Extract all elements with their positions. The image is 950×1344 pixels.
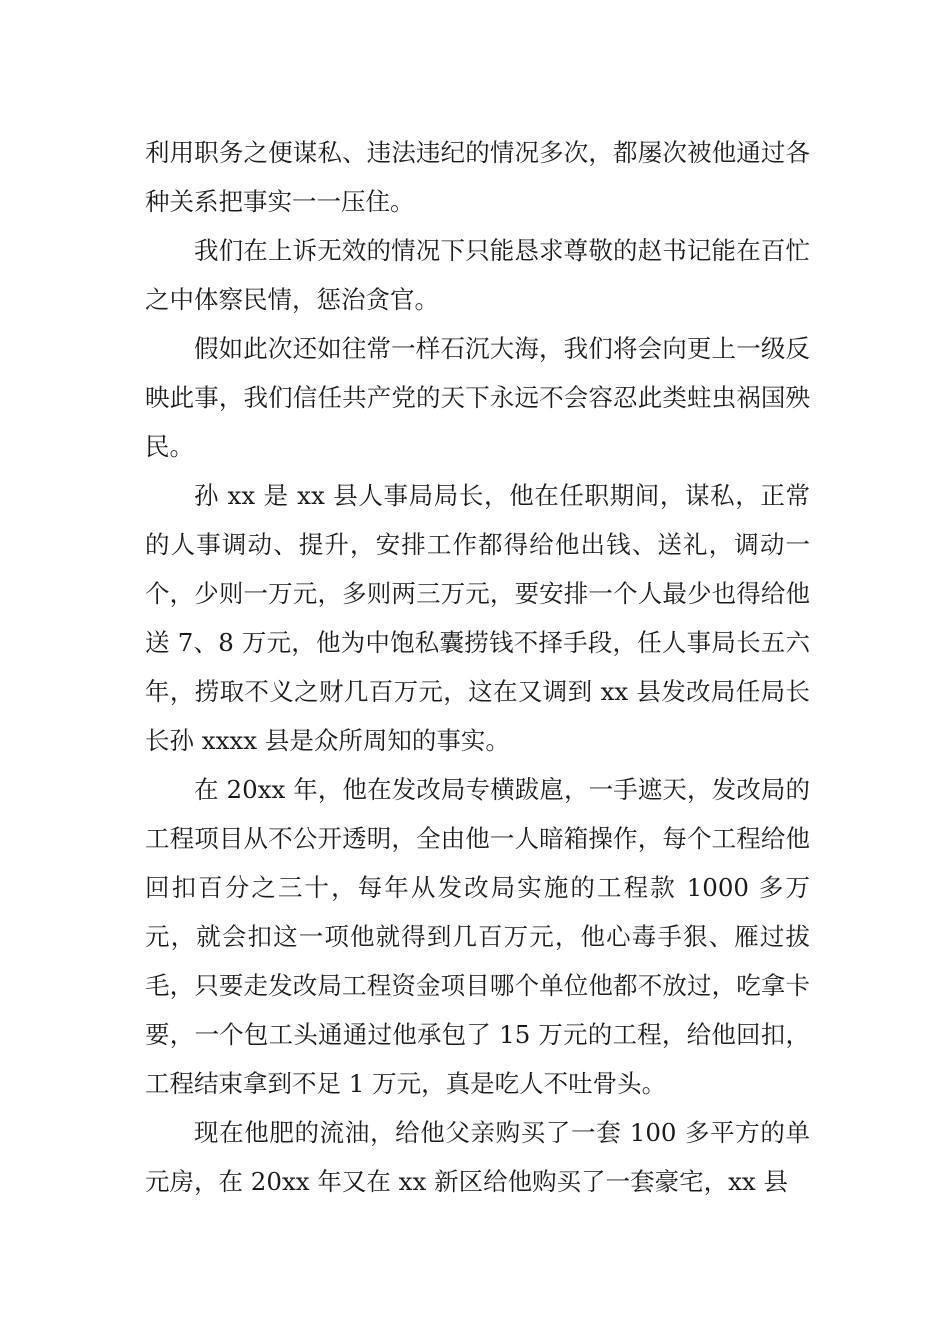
document-body: [145, 128, 810, 1206]
paragraph-1: 利用职务之便谋私、违法违纪的情况多次，都屡次被他通过各种关系把事实一一压住。: [145, 138, 810, 216]
paragraph-5: 在 20xx 年，他在发改局专横跋扈，一手遮天，发改局的工程项目从不公开透明，全由他一人暗箱操作，每个工程给他回扣百分之三十，每年从发改局实施的工程款 1000 多万元，就会扣这一项他就得到几百万元，他心毒手狠、雁过拔毛，只要走发改局工程资金项目哪个单位他都不放过，吃拿卡要，一个包工头通通过他承包了 15 万元的工程，给他回扣，工程结束拿到不足 1 万元，真是吃人不吐骨头。: [145, 775, 810, 1098]
paragraph-2: 我们在上诉无效的情况下只能恳求尊敬的赵书记能在百忙之中体察民情，惩治贪官。: [145, 236, 810, 314]
paragraph-6: 现在他肥的流油，给他父亲购买了一套 100 多平方的单元房，在 20xx 年又在 xx 新区给他购买了一套豪宅，xx 县: [145, 1118, 810, 1196]
paragraph-3: 假如此次还如往常一样石沉大海，我们将会向更上一级反映此事，我们信任共产党的天下永远不会容忍此类蛀虫祸国殃民。: [145, 334, 810, 461]
paragraph-4: 孙 xx 是 xx 县人事局局长，他在任职期间，谋私，正常的人事调动、提升，安排工作都得给他出钱、送礼，调动一个，少则一万元，多则两三万元，要安排一个人最少也得给他送 7、8 万元，他为中饱私囊捞钱不择手段，任人事局长五六年，捞取不义之财几百万元，这在又调到 xx 县发改局任局长长孙 xxxx 县是众所周知的事实。: [145, 481, 810, 755]
